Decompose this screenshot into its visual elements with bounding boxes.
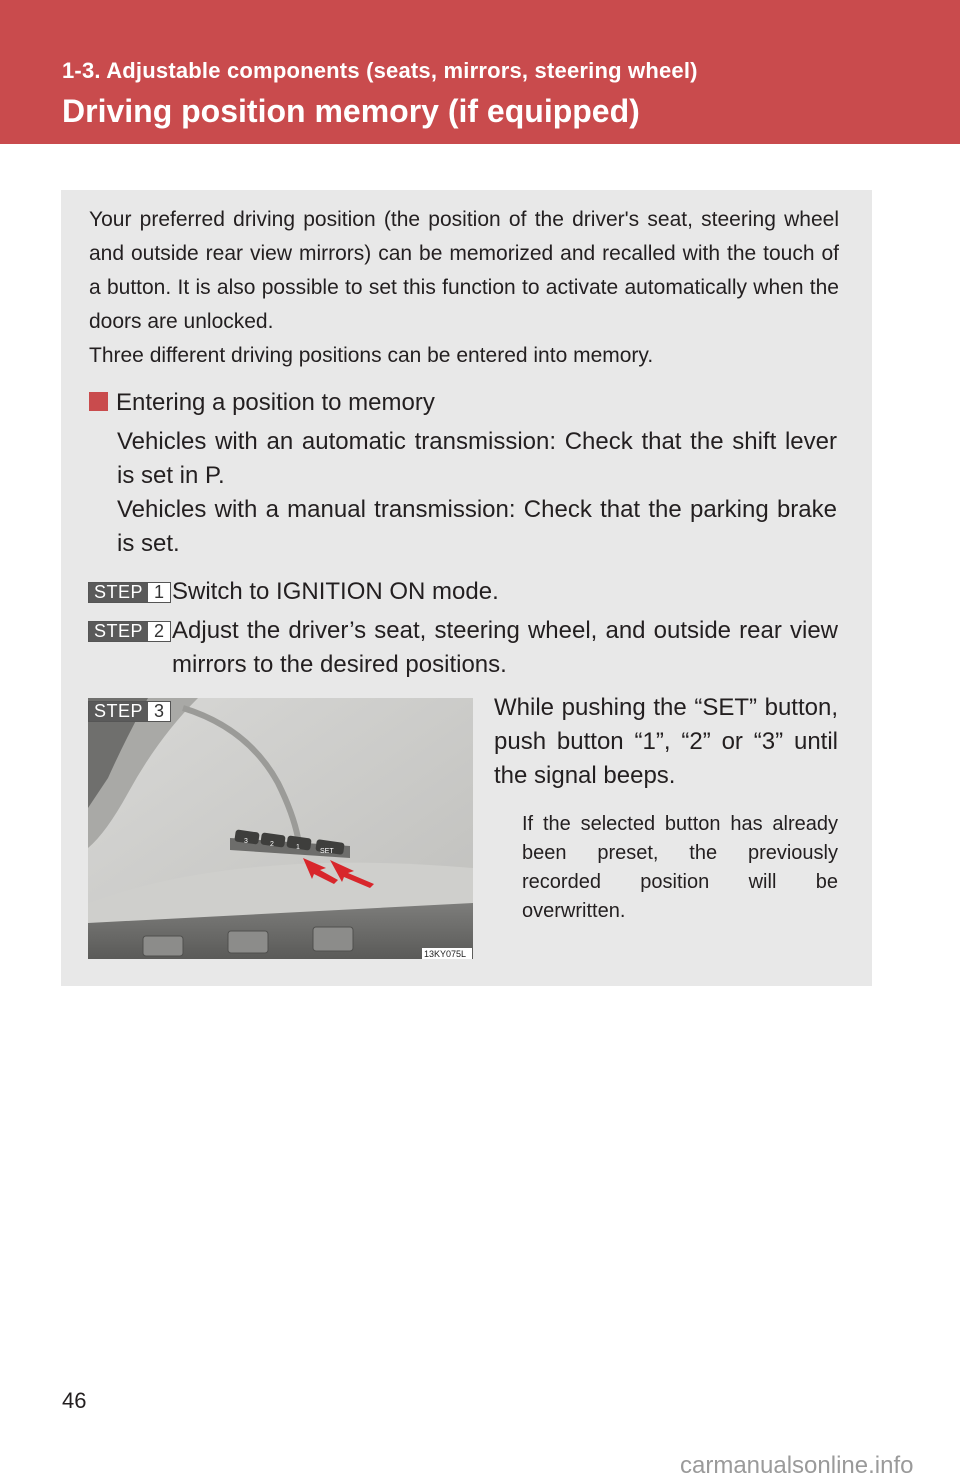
step-badge-label: STEP — [89, 583, 148, 602]
step-badge — [88, 582, 171, 603]
step-badge — [88, 621, 171, 642]
step-text: Adjust the driver’s seat, steering wheel, and outside rear view mirrors to the desired positions. — [172, 617, 838, 678]
watermark: carmanualsonline.info — [680, 1452, 914, 1479]
intro-text — [89, 203, 839, 373]
step-badge-number: 2 — [154, 621, 165, 641]
step-badge-number: 1 — [154, 582, 165, 602]
door-memory-buttons-photo — [88, 698, 473, 959]
step-badge — [88, 701, 171, 722]
step-text: While pushing the “SET” button, push button “1”, “2” or “3” until the signal beeps. — [494, 694, 838, 789]
button-label: 1 — [296, 844, 300, 851]
step-badge-number: 3 — [154, 701, 165, 721]
page-number: 46 — [62, 1388, 87, 1413]
step-badge-label: STEP — [89, 622, 148, 641]
section-heading: 1-3. Adjustable components (seats, mirrors, steering wheel) — [62, 58, 698, 83]
automatic-transmission-note: Vehicles with an automatic transmission: Check that the shift lever is set in P. — [117, 428, 837, 489]
overwrite-note: If the selected button has already been preset, the previously recorded position will be overwritten. — [522, 813, 838, 922]
page-header — [0, 0, 960, 144]
manual-transmission-note: Vehicles with a manual transmission: Check that the parking brake is set. — [117, 496, 837, 557]
button-label: 2 — [270, 841, 274, 848]
subheading — [89, 386, 435, 420]
figure-code: 13KY075L — [424, 949, 467, 959]
button-label: 3 — [244, 838, 248, 845]
button-label: SET — [320, 848, 334, 855]
step-badge-label: STEP — [89, 702, 148, 721]
intro-paragraph: Three different driving positions can be entered into memory. — [89, 344, 654, 367]
step-text: Switch to IGNITION ON mode. — [172, 578, 499, 605]
red-square-bullet-icon — [89, 392, 108, 411]
subheading-text: Entering a position to memory — [116, 389, 435, 416]
page-title: Driving position memory (if equipped) — [62, 93, 640, 129]
intro-paragraph: Your preferred driving position (the position of the driver's seat, steering wheel and outside rear view mirrors) can be memorized and recalled with the touch of a button. It is also possible to set this function to activate automatically when the doors are unlocked. — [89, 208, 839, 333]
preconditions-text — [117, 425, 837, 561]
